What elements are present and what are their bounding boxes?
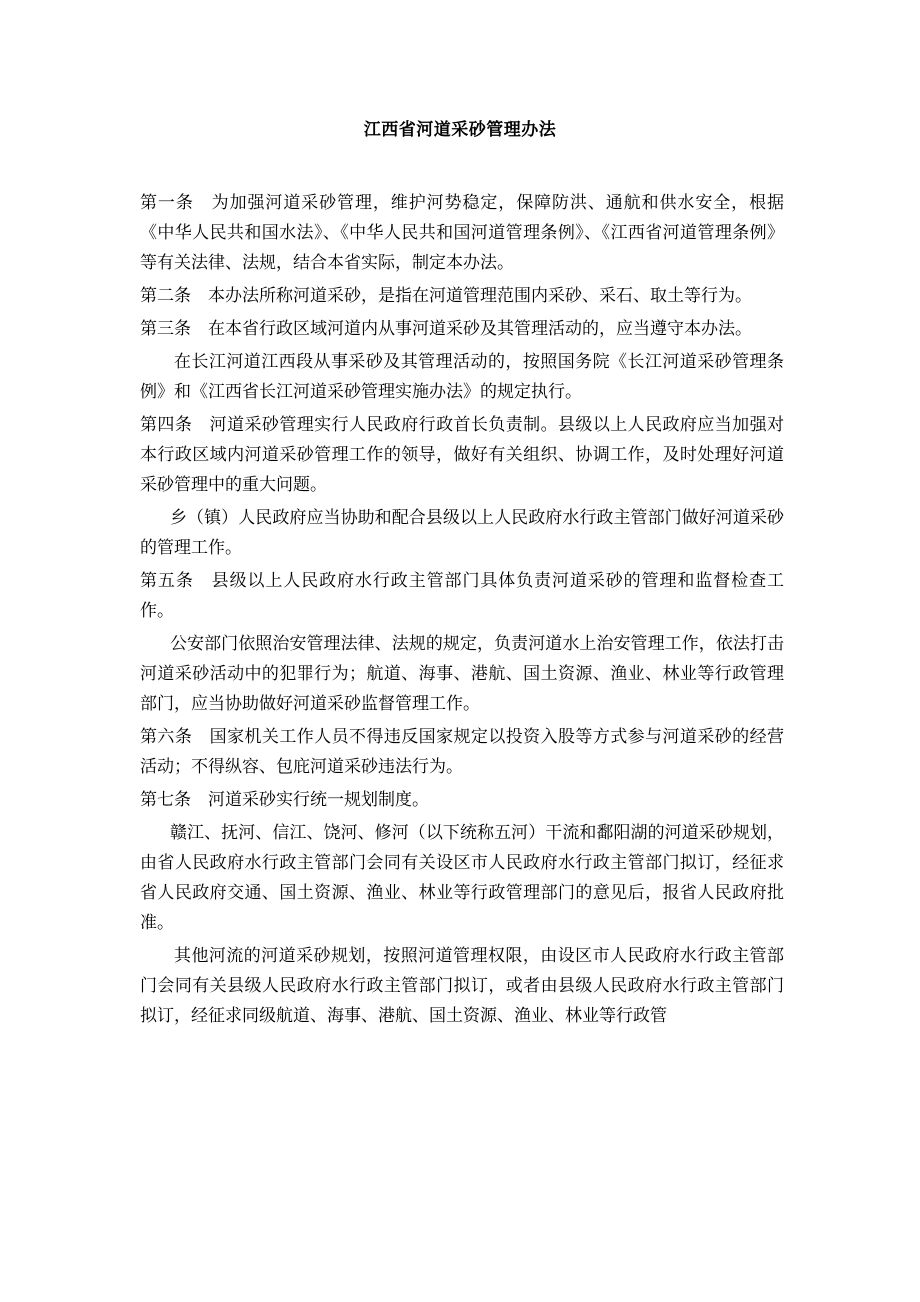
article-7-sub-paragraph-1: 赣江、抚河、信江、饶河、修河（以下统称五河）干流和鄱阳湖的河道采砂规划，由省人民政府水行政主管部门会同有关设区市人民政府水行政主管部门拟订，经征求省人民政府交通、国土资源、渔业、林业等行政管理部门的意见后，报省人民政府批准。 (140, 823, 784, 933)
article-3-paragraph: 第三条 在本省行政区域河道内从事河道采砂及其管理活动的，应当遵守本办法。 (140, 319, 752, 339)
document-title: 江西省河道采砂管理办法 (363, 120, 557, 140)
article-3-sub-paragraph: 在长江河道江西段从事采砂及其管理活动的，按照国务院《长江河道采砂管理条例》和《江西省长江河道采砂管理实施办法》的规定执行。 (140, 352, 784, 402)
article-7-sub-paragraph-2: 其他河流的河道采砂规划，按照河道管理权限，由设区市人民政府水行政主管部门会同有关县级人民政府水行政主管部门拟订，或者由县级人民政府水行政主管部门拟订，经征求同级航道、海事、港航、国土资源、渔业、林业等行政管 (140, 946, 784, 1026)
article-1-paragraph: 第一条 为加强河道采砂管理，维护河势稳定，保障防洪、通航和供水安全，根据《中华人民共和国水法》、《中华人民共和国河道管理条例》、《江西省河道管理条例》等有关法律、法规，结合本省实际，制定本办法。 (140, 193, 784, 273)
article-4-sub-paragraph: 乡（镇）人民政府应当协助和配合县级以上人民政府水行政主管部门做好河道采砂的管理工作。 (140, 508, 784, 558)
article-6-paragraph: 第六条 国家机关工作人员不得违反国家规定以投资入股等方式参与河道采砂的经营活动；不得纵容、包庇河道采砂违法行为。 (140, 727, 784, 777)
document-body (140, 188, 784, 1034)
article-7-paragraph: 第七条 河道采砂实行统一规划制度。 (140, 790, 429, 810)
article-5-sub-paragraph: 公安部门依照治安管理法律、法规的规定，负责河道水上治安管理工作，依法打击河道采砂活动中的犯罪行为；航道、海事、港航、国土资源、渔业、林业等行政管理部门，应当协助做好河道采砂监督管理工作。 (140, 634, 784, 714)
article-4-paragraph: 第四条 河道采砂管理实行人民政府行政首长负责制。县级以上人民政府应当加强对本行政区域内河道采砂管理工作的领导，做好有关组织、协调工作，及时处理好河道采砂管理中的重大问题。 (140, 415, 784, 495)
article-2-paragraph: 第二条 本办法所称河道采砂，是指在河道管理范围内采砂、采石、取土等行为。 (140, 286, 752, 306)
article-5-paragraph: 第五条 县级以上人民政府水行政主管部门具体负责河道采砂的管理和监督检查工作。 (140, 571, 784, 621)
